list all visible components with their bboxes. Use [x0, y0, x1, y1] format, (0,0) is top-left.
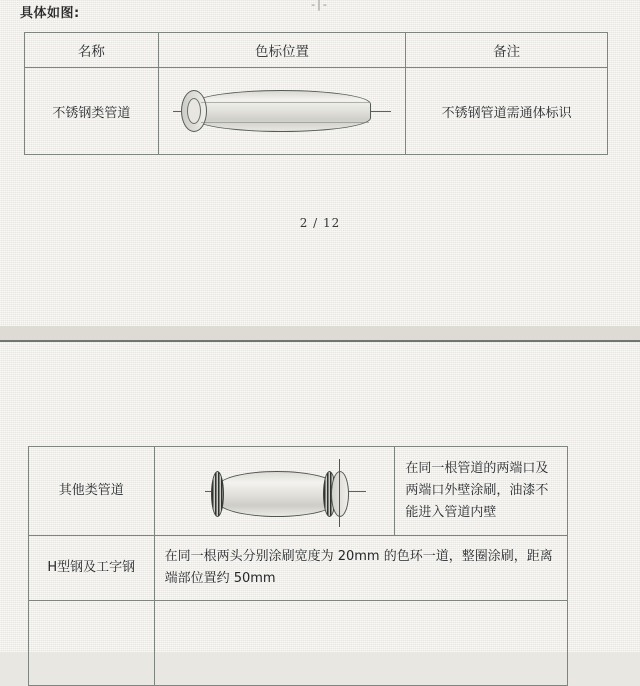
table-header-row [25, 33, 608, 68]
column-header-note: 备注 [406, 33, 608, 68]
pipe-body [193, 90, 371, 132]
pipe-end-ellipse [331, 471, 349, 517]
pipe-bore-ellipse [187, 98, 201, 124]
cell-steel-name: H型钢及工字钢 [29, 536, 155, 601]
cell-pipe-drawing [158, 68, 406, 155]
cell-pipe-drawing [154, 447, 395, 536]
cell-empty-description [154, 601, 567, 686]
stainless-steel-pipe-drawing [167, 76, 398, 146]
lead-text: 具体如图: [20, 6, 80, 21]
table-row [29, 447, 568, 536]
document-page-top [0, 0, 640, 334]
cell-empty-name [29, 601, 155, 686]
ringed-pipe-drawing [165, 455, 385, 527]
page-number: 2 / 12 [299, 216, 341, 230]
color-code-table [24, 32, 608, 155]
cell-pipe-note: 不锈钢管道需通体标识 [406, 68, 608, 155]
column-header-name: 名称 [25, 33, 159, 68]
cell-pipe-note: 在同一根管道的两端口及两端口外壁涂刷，油漆不能进入管道内壁 [395, 447, 568, 536]
pipe-body [217, 471, 337, 517]
cell-pipe-name: 不锈钢类管道 [25, 68, 159, 155]
table-row [29, 601, 568, 686]
crop-mark: -|- [311, 0, 329, 11]
table-row [25, 68, 608, 155]
document-page-bottom [0, 340, 640, 652]
color-ring-marker [211, 471, 224, 517]
cell-steel-description: 在同一根两头分别涂刷宽度为 20mm 的色环一道，整圈涂刷，距离端部位置约 50mm [154, 536, 567, 601]
cell-pipe-name: 其他类管道 [29, 447, 155, 536]
column-header-position: 色标位置 [158, 33, 406, 68]
axis-marker-line [339, 459, 340, 527]
color-code-table-continued [28, 446, 568, 686]
pipe-highlight-line [201, 122, 369, 123]
table-row [29, 536, 568, 601]
pipe-highlight-line [201, 102, 369, 103]
